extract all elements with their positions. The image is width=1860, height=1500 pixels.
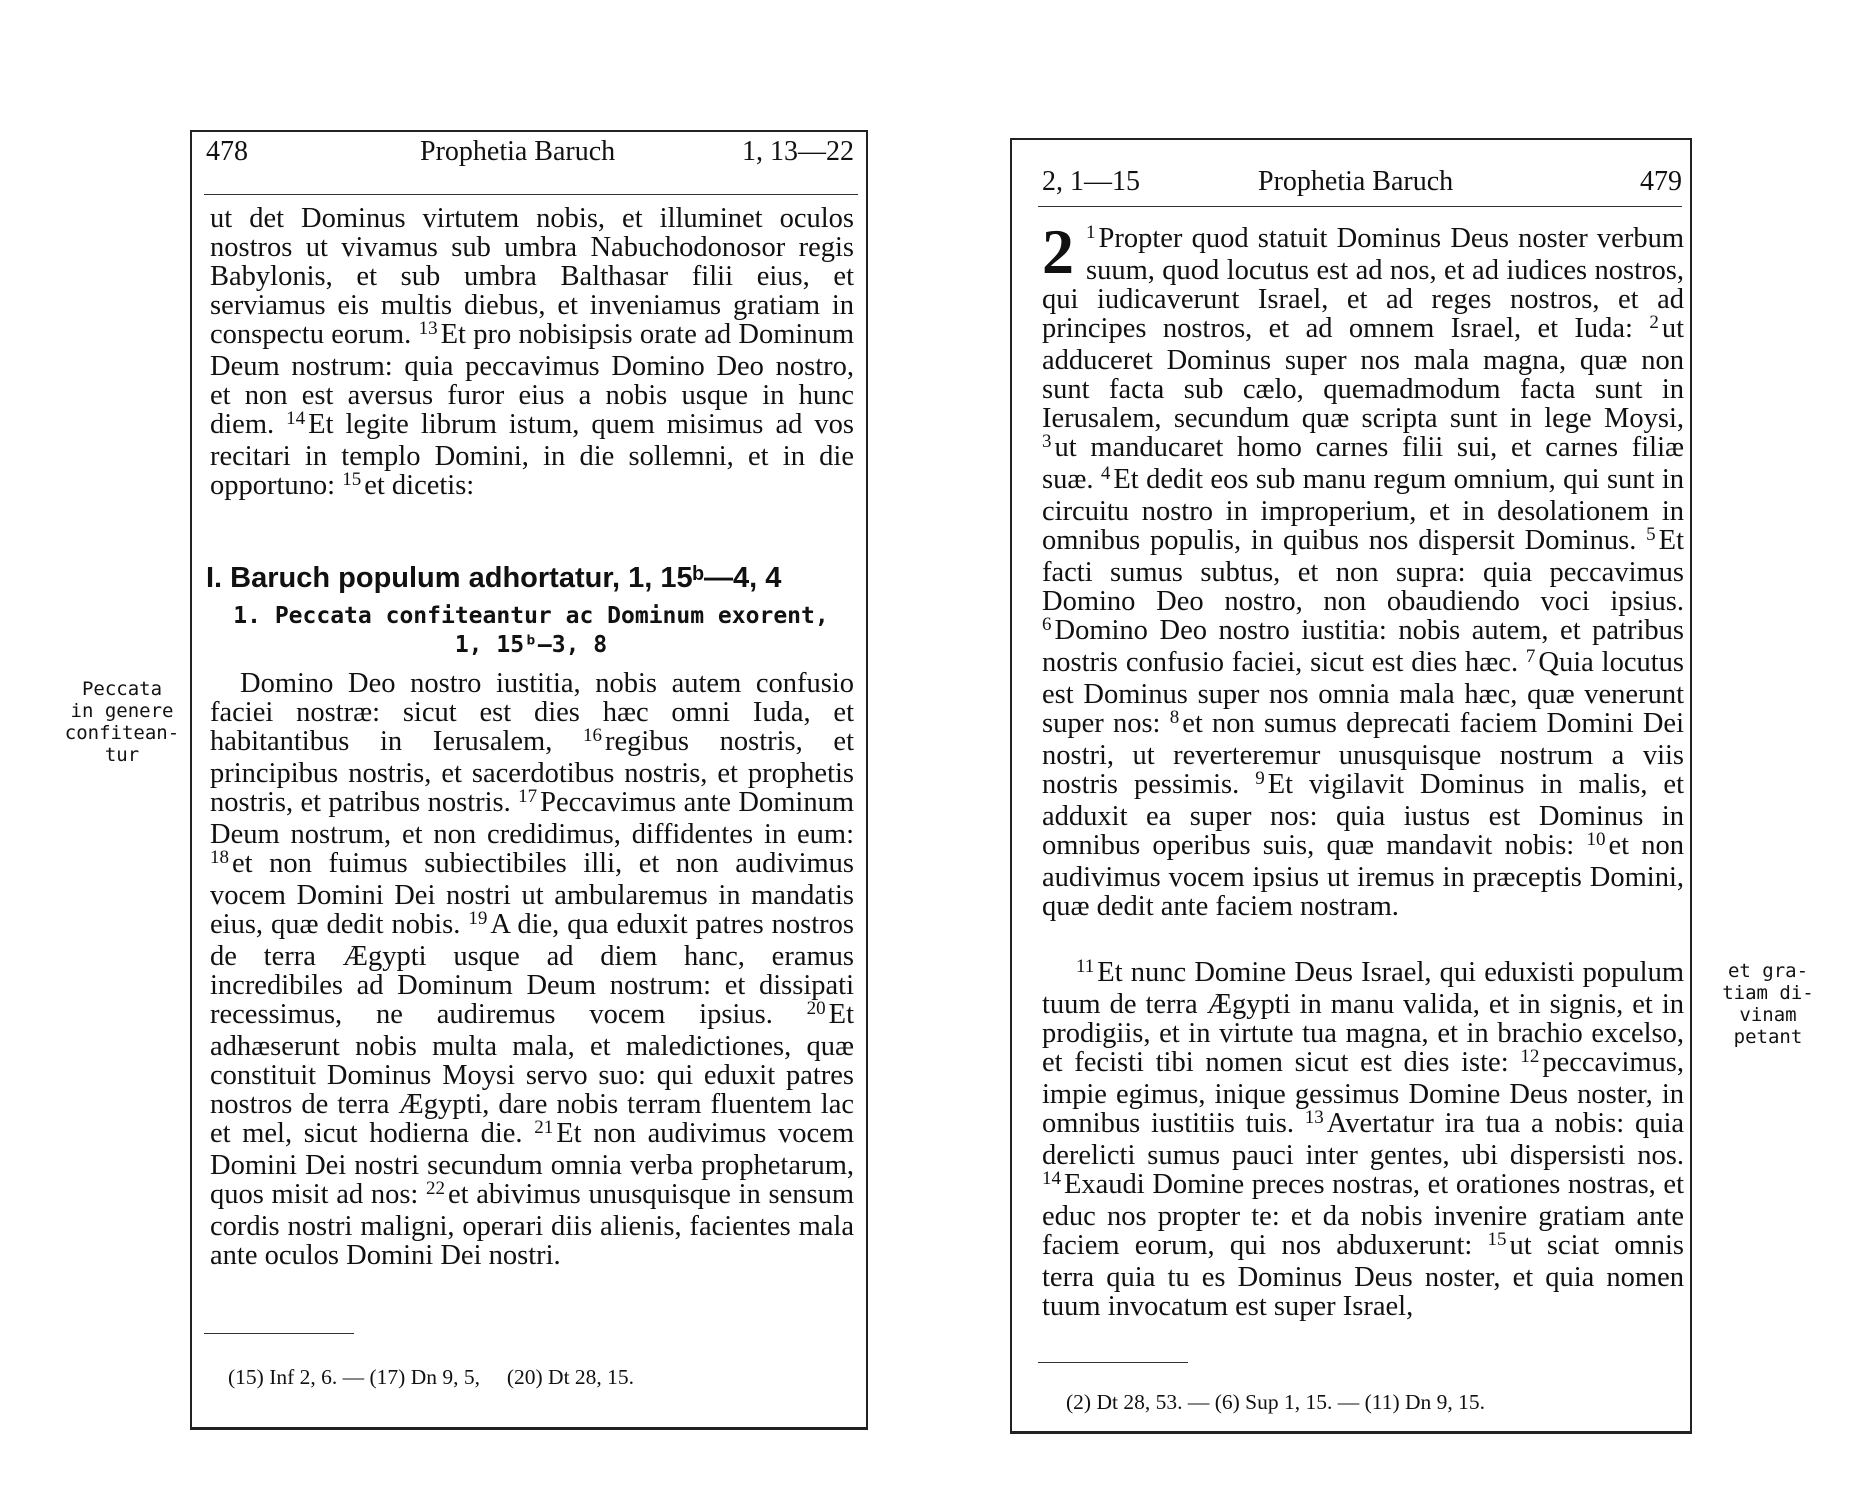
verse-text: et non audivimus vocem ipsius ut iremus in præceptis Domini, quæ dedit ante faciem nostram. [1042,830,1684,922]
margin-note-line: tur [104,744,140,766]
chapter-number-dropcap: 2 [1042,216,1074,287]
verse-number: 8 [1169,707,1180,728]
verse-text: ut adduceret Dominus super nos mala magna, quæ non sunt facta sub cælo, quemadmodum facta sunt in Ierusalem, secundum quæ scripta sunt in lege Moysi, [1042,313,1684,434]
verse-number: 18 [210,847,229,868]
verse-text: ut sciat omnis terra quia tu es Dominus Deus noster, et quia nomen tuum invocatum est super Israel, [1042,1230,1684,1322]
footnote-rule [204,1333,354,1334]
verse-number: 16 [583,725,603,746]
verse-number: 14 [1042,1168,1061,1189]
right-page [1010,138,1692,1434]
left-intro-text [210,204,854,503]
margin-note-line: vinam [1739,1004,1797,1026]
verse-text: Avertatur ira tua a nobis: quia derelicti sumus pauci inter gentes, ubi dispersisti nos. [1042,1108,1685,1171]
verse-text: Et legite librum istum, quem misimus ad vos recitari in templo Domini, in die sollemni, et in die opportuno: [210,409,854,501]
margin-note-line: et gra- [1727,960,1809,982]
footnote: (2) Dt 28, 53. — (6) Sup 1, 15. — (11) Dn 9, 15. [1066,1390,1486,1414]
verse-number: 15 [342,469,362,490]
margin-note-line: petant [1733,1026,1803,1048]
verse-text: et dicetis: [364,470,475,501]
left-main-text [210,669,854,1270]
verse-text: Quia locutus est Dominus super nos omnia mala hæc, quæ venerunt super nos: [1042,647,1684,739]
verse-number: 11 [1076,956,1095,977]
verse-text: Exaudi Domine preces nostras, et orationes nostras, et educ nos propter te: et da nobis invenire gratiam ante faciem eorum, qui nos abduxerunt: [1042,1169,1684,1261]
footnote: (15) Inf 2, 6. — (17) Dn 9, 5, (20) Dt 28, 15. [228,1365,635,1389]
verse-text: Propter quod statuit Dominus Deus noster verbum suum, quod locutus est ad nos, et ad iudices nostros, qui iudicaverunt Israel, et ad reges nostros, et ad principes nostros, et ad omnem Israel, et Iuda: [1042,223,1684,344]
right-page-header [1012,140,1690,197]
verse-text: ut det Dominus virtutem nobis, et illuminet oculos nostros ut vivamus sub umbra Nabuchodonosor regis Babylonis, et sub umbra Balthasar filii eius, et serviamus eis multis diebus, et inveniamus gratiam in conspectu eorum. [210,203,854,350]
verse-text: ut manducaret homo carnes filii sui, et carnes filiæ suæ. [1042,432,1684,495]
margin-note-line: in genere [70,700,174,722]
left-page-header [192,132,866,172]
running-title: Prophetia Baruch [420,136,616,167]
subsection-reference: 1, 15ᵇ—3, 8 [454,632,608,658]
verse-text: et abivimus unusquisque in sensum cordis nostri maligni, operari diis alienis, facientes mala ante oculos Domini Dei nostri. [210,1179,854,1271]
margin-note-line: tiam di- [1722,982,1814,1004]
verse-text: Domino Deo nostro iustitia, nobis autem confusio faciei nostræ: sicut est dies hæc omni Iuda, et habitantibus in Ierusalem, [210,668,854,757]
margin-note-line: Peccata [81,678,163,700]
verse-number: 4 [1100,463,1111,484]
verse-number: 17 [518,786,538,807]
verse-text: peccavimus, impie egimus, inique gessimus Domine Deus noster, in omnibus iustitiis tuis. [1042,1047,1684,1139]
verse-text: regibus nostris, et principibus nostris, et sacerdotibus nostris, et prophetis nostris, et patribus nostris. [210,726,855,818]
verse-number: 22 [426,1178,446,1199]
verse-number: 13 [1304,1107,1324,1128]
verse-number: 6 [1042,614,1052,635]
left-margin-note [62,678,182,766]
verse-text: Et non audivimus vocem Domini Dei nostri secundum omnia verba prophetarum, quos misit ad nos: [210,1118,854,1210]
subsection-title [192,602,870,660]
verse-text: Et pro nobisipsis orate ad Dominum Deum nostrum: quia peccavimus Domino Deo nostro, et non est aversus furor eius a nobis usque in hunc diem. [210,319,854,440]
verse-text: A die, qua eduxit patres nostros de terra Ægypti usque ad diem hanc, eramus incredibiles ad Dominum Deum nostrum: et dissipati recessimus, ne audiremus vocem ipsius. [210,909,855,1030]
verse-text: et non sumus deprecati faciem Domini Dei nostri, ut reverteremur unusquisque nostrum a viis nostris pessimis. [1042,708,1684,800]
verse-number: 13 [418,318,438,339]
verse-number: 12 [1520,1046,1540,1067]
chapter-reference: 1, 13—22 [742,136,854,167]
verse-text: Et dedit eos sub manu regum omnium, qui sunt in circuitu nostro in improperium, et in desolationem in omnibus populis, in quibus nos dispersit Dominus. [1042,464,1684,556]
subsection-title-line: 1. Peccata confiteantur ac Dominum exorent, [233,603,829,629]
verse-text: Et vigilavit Dominus in malis, et adduxit ea super nos: quia iustus est Dominus in omnibus operibus suis, quæ mandavit nobis: [1042,769,1685,861]
section-title: I. Baruch populum adhortatur, 1, 15ᵇ—4, 4 [206,562,782,594]
verse-number: 19 [468,908,488,929]
page-number: 479 [1640,166,1682,197]
left-page [190,130,868,1430]
verse-number: 1 [1086,222,1096,243]
right-paragraph-1 [1042,216,1685,922]
right-margin-note [1718,960,1818,1048]
verse-number: 5 [1646,524,1656,545]
verse-text: Et adhæserunt nobis multa mala, et maledictiones, quæ constituit Dominus Moysi servo suo: qui eduxit patres nostros de terra Ægypti, dare nobis terram fluentem lac et mel, sicut hodierna die. [210,999,854,1149]
verse-number: 20 [806,998,826,1019]
verse-text: Et nunc Domine Deus Israel, qui eduxisti populum tuum de terra Ægypti in manu valida, et in signis, et in prodigiis, et in virtute tua magna, et in brachio excelso, et fecisti tibi nomen sicut est dies iste: [1042,957,1684,1078]
verse-text: Domino Deo nostro iustitia: nobis autem, et patribus nostris confusio faciei, sicut est dies hæc. [1042,615,1684,678]
verse-number: 15 [1487,1229,1507,1250]
verse-text: Et facti sumus subtus, et non supra: quia peccavimus Domino Deo nostro, non obaudiendo voci ipsius. [1042,525,1684,617]
footnote-rule [1038,1362,1188,1363]
chapter-reference: 2, 1—15 [1042,166,1140,197]
right-paragraph-2 [1042,958,1684,1321]
verse-number: 14 [286,408,306,429]
verse-number: 3 [1042,431,1052,452]
verse-text: Peccavimus ante Dominum Deum nostrum, et non credidimus, diffidentes in eum: [210,787,854,850]
verse-number: 7 [1525,646,1536,667]
verse-number: 21 [534,1117,554,1138]
verse-number: 10 [1586,829,1606,850]
header-rule [204,194,858,195]
verse-text: et non fuimus subiectibiles illi, et non audivimus vocem Domini Dei nostri ut ambularemus in mandatis eius, quæ dedit nobis. [210,848,854,940]
verse-number: 2 [1649,312,1659,333]
page-number: 478 [206,136,248,167]
running-title: Prophetia Baruch [1258,166,1454,197]
header-rule [1038,206,1682,207]
margin-note-line: confitean- [64,722,180,744]
verse-number: 9 [1255,768,1265,789]
